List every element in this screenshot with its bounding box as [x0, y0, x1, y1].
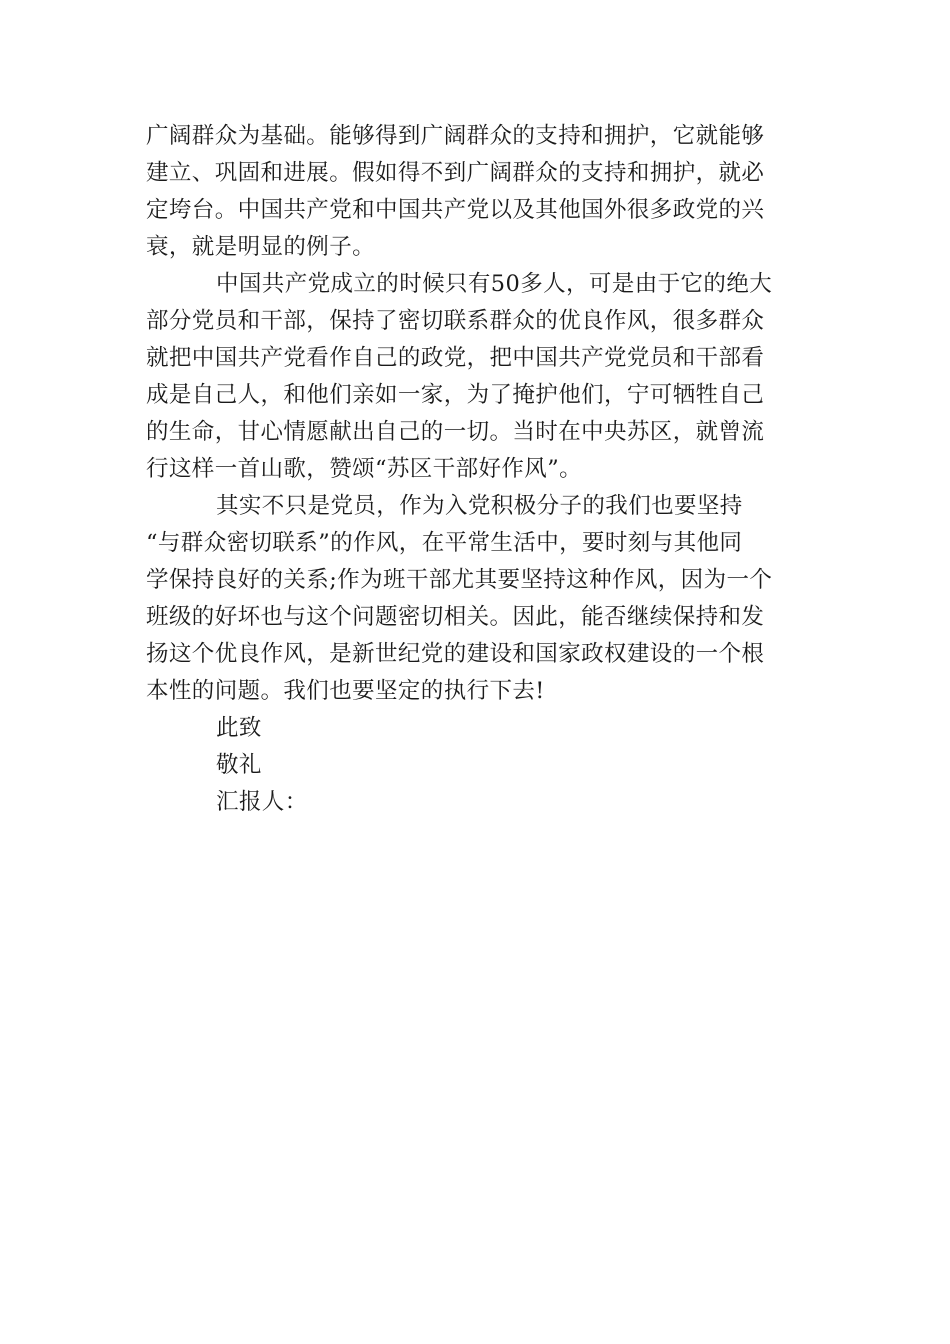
- text-line: 成是自己人，和他们亲如一家，为了掩护他们，宁可牺牲自己: [146, 382, 765, 408]
- document-body: [146, 118, 806, 821]
- text-line: 建立、巩固和进展。假如得不到广阔群众的支持和拥护，就必: [146, 160, 765, 186]
- closing-salutation: 此致: [216, 715, 262, 741]
- text-line: 行这样一首山歌，赞颂“苏区干部好作风”。: [146, 456, 583, 482]
- text-line: “与群众密切联系”的作风，在平常生活中，要时刻与其他同: [146, 530, 743, 556]
- text-line: 部分党员和干部，保持了密切联系群众的优良作风，很多群众: [146, 308, 765, 334]
- reporter-label: 汇报人：: [216, 789, 308, 815]
- text-line: 班级的好坏也与这个问题密切相关。因此，能否继续保持和发: [146, 604, 765, 630]
- text-line: 学保持良好的关系;作为班干部尤其要坚持这种作风，因为一个: [146, 567, 773, 593]
- text-line: 的生命，甘心情愿献出自己的一切。当时在中央苏区，就曾流: [146, 419, 765, 445]
- text-line: 就把中国共产党看作自己的政党，把中国共产党党员和干部看: [146, 345, 765, 371]
- text-line: 中国共产党成立的时候只有50多人，可是由于它的绝大: [216, 271, 773, 297]
- closing-regards: 敬礼: [216, 752, 262, 778]
- text-line: 衰，就是明显的例子。: [146, 234, 376, 260]
- text-line: 其实不只是党员，作为入党积极分子的我们也要坚持: [216, 493, 743, 519]
- text-line: 本性的问题。我们也要坚定的执行下去!: [146, 678, 545, 704]
- text-line: 定垮台。中国共产党和中国共产党以及其他国外很多政党的兴: [146, 197, 765, 223]
- text-line: 扬这个优良作风，是新世纪党的建设和国家政权建设的一个根: [146, 641, 765, 667]
- text-line: 广阔群众为基础。能够得到广阔群众的支持和拥护，它就能够: [146, 123, 765, 149]
